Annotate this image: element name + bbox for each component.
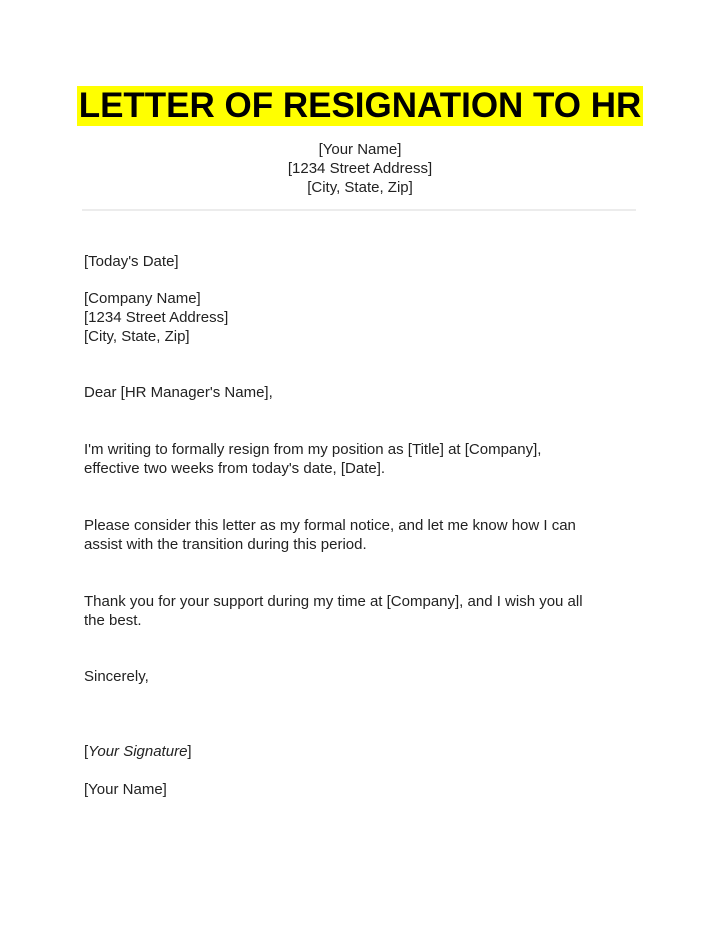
- sender-street: [1234 Street Address]: [287, 160, 433, 177]
- paragraph-1-line-2: effective two weeks from today's date, [Date].: [84, 460, 386, 477]
- signer-name: [Your Name]: [84, 781, 167, 798]
- paragraph-2-line-2: assist with the transition during this period.: [84, 536, 367, 553]
- signature-close-bracket: ]: [187, 743, 192, 760]
- title-container: [0, 86, 720, 126]
- document-title: LETTER OF RESIGNATION TO HR: [78, 86, 642, 125]
- closing: Sincerely,: [84, 668, 149, 685]
- paragraph-2-line-1: Please consider this letter as my formal notice, and let me know how I can: [84, 517, 576, 534]
- sender-address-block: [0, 140, 720, 197]
- sender-city-state-zip: [City, State, Zip]: [307, 179, 413, 196]
- signature-text: Your Signature: [88, 743, 188, 760]
- paragraph-1-line-1: I'm writing to formally resign from my position as [Title] at [Company],: [84, 441, 542, 458]
- recipient-company: [Company Name]: [84, 290, 201, 307]
- paragraph-3-line-2: the best.: [84, 612, 142, 629]
- recipient-street: [1234 Street Address]: [84, 309, 229, 326]
- signature-placeholder: [84, 742, 192, 761]
- letter-date: [Today's Date]: [84, 253, 179, 270]
- salutation: Dear [HR Manager's Name],: [84, 384, 273, 401]
- paragraph-3-line-1: Thank you for your support during my time at [Company], and I wish you all: [84, 593, 583, 610]
- recipient-city-state-zip: [City, State, Zip]: [84, 328, 190, 345]
- sender-name: [Your Name]: [318, 141, 402, 158]
- signature-open-bracket: [: [84, 743, 89, 760]
- header-divider: [82, 209, 636, 211]
